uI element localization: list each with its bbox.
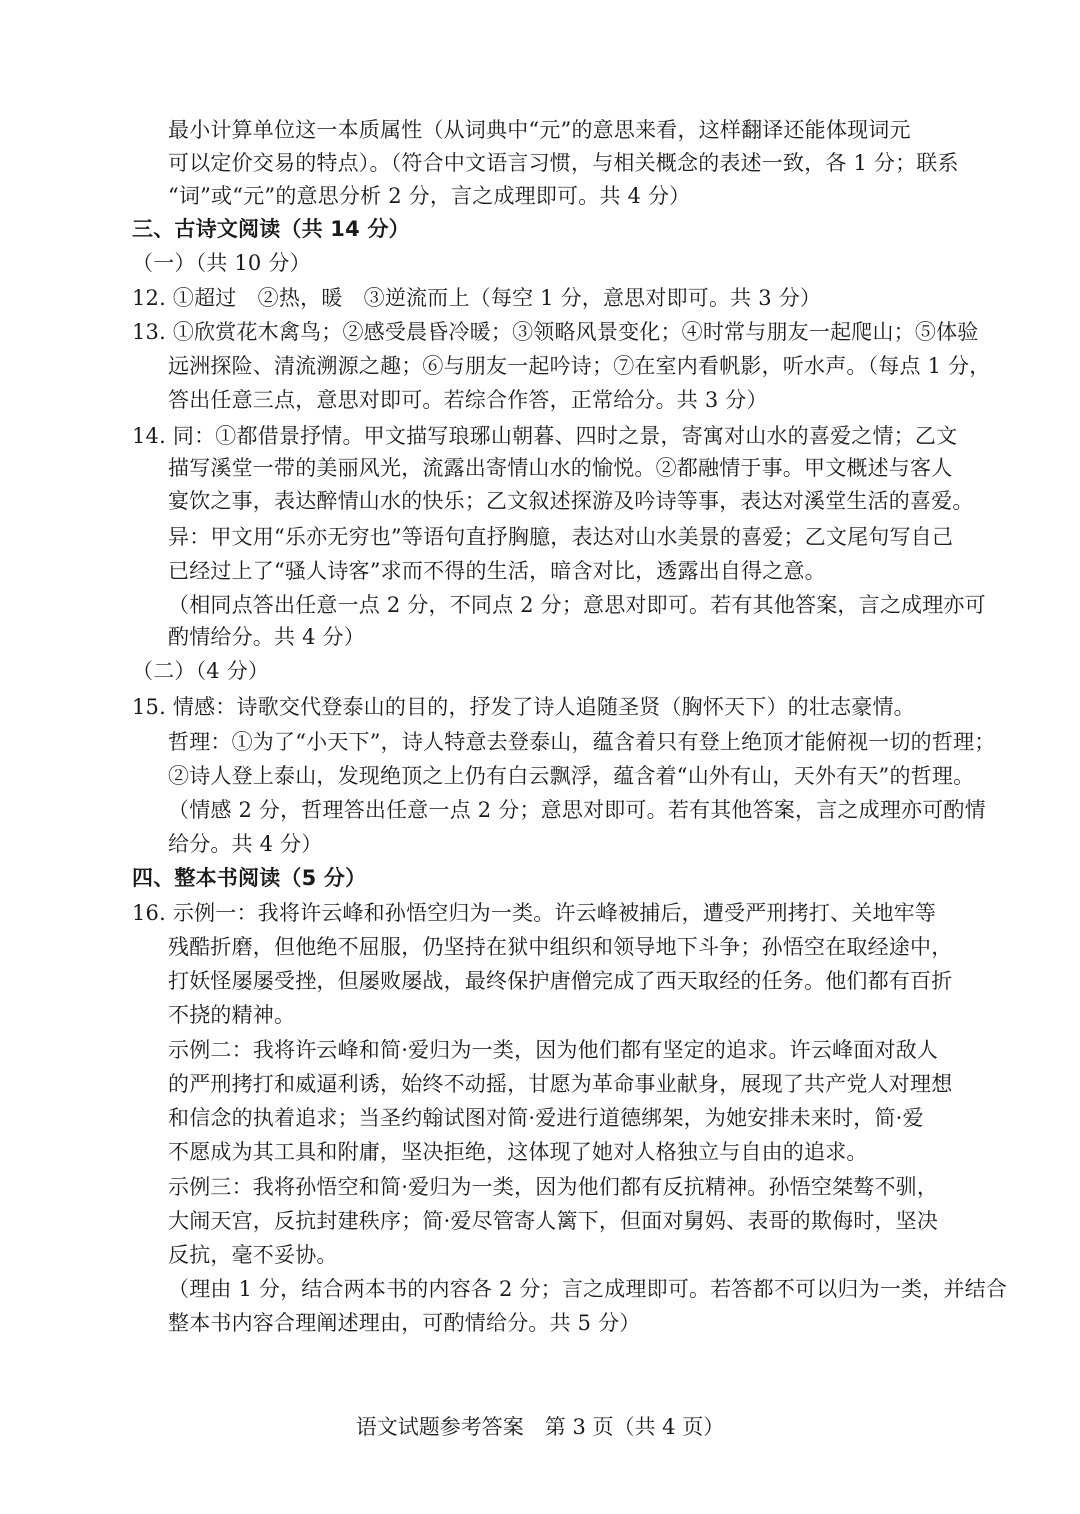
text-line: 哲理：①为了“小天下”，诗人特意去登泰山，蕴含着只有登上绝顶才能俯视一切的哲理；: [168, 730, 996, 754]
text-line: 给分。共 4 分）: [168, 832, 323, 856]
text-line: 异：甲文用“乐亦无穷也”等语句直抒胸臆，表达对山水美景的喜爱；乙文尾句写自己: [168, 525, 954, 549]
text-line: 的严刑拷打和威逼利诱，始终不动摇，甘愿为革命事业献身，展现了共产党人对理想: [168, 1072, 953, 1096]
answer-item-14: 14. 同：①都借景抒情。甲文描写琅琊山朝暮、四时之景，寄寓对山水的喜爱之情；乙文: [132, 424, 958, 448]
text-line: 反抗，毫不妥协。: [168, 1243, 338, 1267]
text-line: 示例三：我将孙悟空和简·爱归为一类，因为他们都有反抗精神。孙悟空桀骜不驯，: [168, 1175, 939, 1199]
text-line: 残酷折磨，但他绝不屈服，仍坚持在狱中组织和领导地下斗争；孙悟空在取经途中，: [168, 935, 953, 959]
text-line: 答出任意三点，意思对即可。若综合作答，正常给分。共 3 分）: [168, 388, 768, 412]
text-line: （情感 2 分，哲理答出任意一点 2 分；意思对即可。若有其他答案，言之成理亦可酌情: [168, 798, 986, 822]
page-footer: 语文试题参考答案 第 3 页（共 4 页）: [355, 1415, 725, 1439]
text-line: “词”或“元”的意思分析 2 分，言之成理即可。共 4 分）: [168, 184, 691, 208]
text-line: 远洲探险、清流溯源之趣；⑥与朋友一起吟诗；⑦在室内看帆影，听水声。（每点 1 分，: [168, 354, 991, 378]
text-line: ②诗人登上泰山，发现绝顶之上仍有白云飘浮，蕴含着“山外有山，天外有天”的哲理。: [168, 764, 975, 788]
section-heading: 三、古诗文阅读（共 14 分）: [132, 217, 410, 241]
text-line: 大闹天宫，反抗封建秩序；简·爱尽管寄人篱下，但面对舅妈、表哥的欺侮时，坚决: [168, 1209, 939, 1233]
text-line: 示例二：我将许云峰和简·爱归为一类，因为他们都有坚定的追求。许云峰面对敌人: [168, 1038, 939, 1062]
text-line: 整本书内容合理阐述理由，可酌情给分。共 5 分）: [168, 1311, 641, 1335]
text-line: 最小计算单位这一本质属性（从词典中“元”的意思来看，这样翻译还能体现词元: [168, 118, 911, 142]
text-line: 酌情给分。共 4 分）: [168, 625, 365, 649]
text-line: 不挠的精神。: [168, 1003, 296, 1027]
text-line: 可以定价交易的特点）。（符合中文语言习惯，与相关概念的表述一致，各 1 分；联系: [168, 151, 959, 175]
answer-item-16: 16. 示例一：我将许云峰和孙悟空归为一类。许云峰被捕后，遭受严刑拷打、关地牢等: [132, 901, 937, 925]
text-line: 打妖怪屡屡受挫，但屡败屡战，最终保护唐僧完成了西天取经的任务。他们都有百折: [168, 969, 953, 993]
answer-item-15: 15. 情感：诗歌交代登泰山的目的，抒发了诗人追随圣贤（胸怀天下）的壮志豪情。: [132, 695, 915, 719]
subsection-heading: （二）（4 分）: [132, 659, 270, 683]
text-line: （相同点答出任意一点 2 分，不同点 2 分；意思对即可。若有其他答案，言之成理亦可: [168, 593, 986, 617]
text-line: 已经过上了“骚人诗客”求而不得的生活，暗含对比，透露出自得之意。: [168, 559, 826, 583]
section-heading: 四、整本书阅读（5 分）: [132, 866, 367, 890]
text-line: 和信念的执着追求；当圣约翰试图对简·爱进行道德绑架，为她安排未来时，简·爱: [168, 1106, 924, 1130]
answer-item-13: 13. ①欣赏花木禽鸟；②感受晨昏冷暖；③领略风景变化；④时常与朋友一起爬山；⑤体验: [132, 320, 979, 344]
text-line: 宴饮之事，表达醉情山水的快乐；乙文叙述探游及吟诗等事，表达对溪堂生活的喜爱。: [168, 489, 974, 513]
text-line: 描写溪堂一带的美丽风光，流露出寄情山水的愉悦。②都融情于事。甲文概述与客人: [168, 456, 953, 480]
text-line: 不愿成为其工具和附庸，坚决拒绝，这体现了她对人格独立与自由的追求。: [168, 1140, 868, 1164]
answer-item-12: 12. ①超过 ②热，暖 ③逆流而上（每空 1 分，意思对即可。共 3 分）: [132, 286, 822, 310]
subsection-heading: （一）（共 10 分）: [132, 251, 311, 275]
text-line: （理由 1 分，结合两本书的内容各 2 分；言之成理即可。若答都不可以归为一类，并结合: [168, 1277, 1008, 1301]
